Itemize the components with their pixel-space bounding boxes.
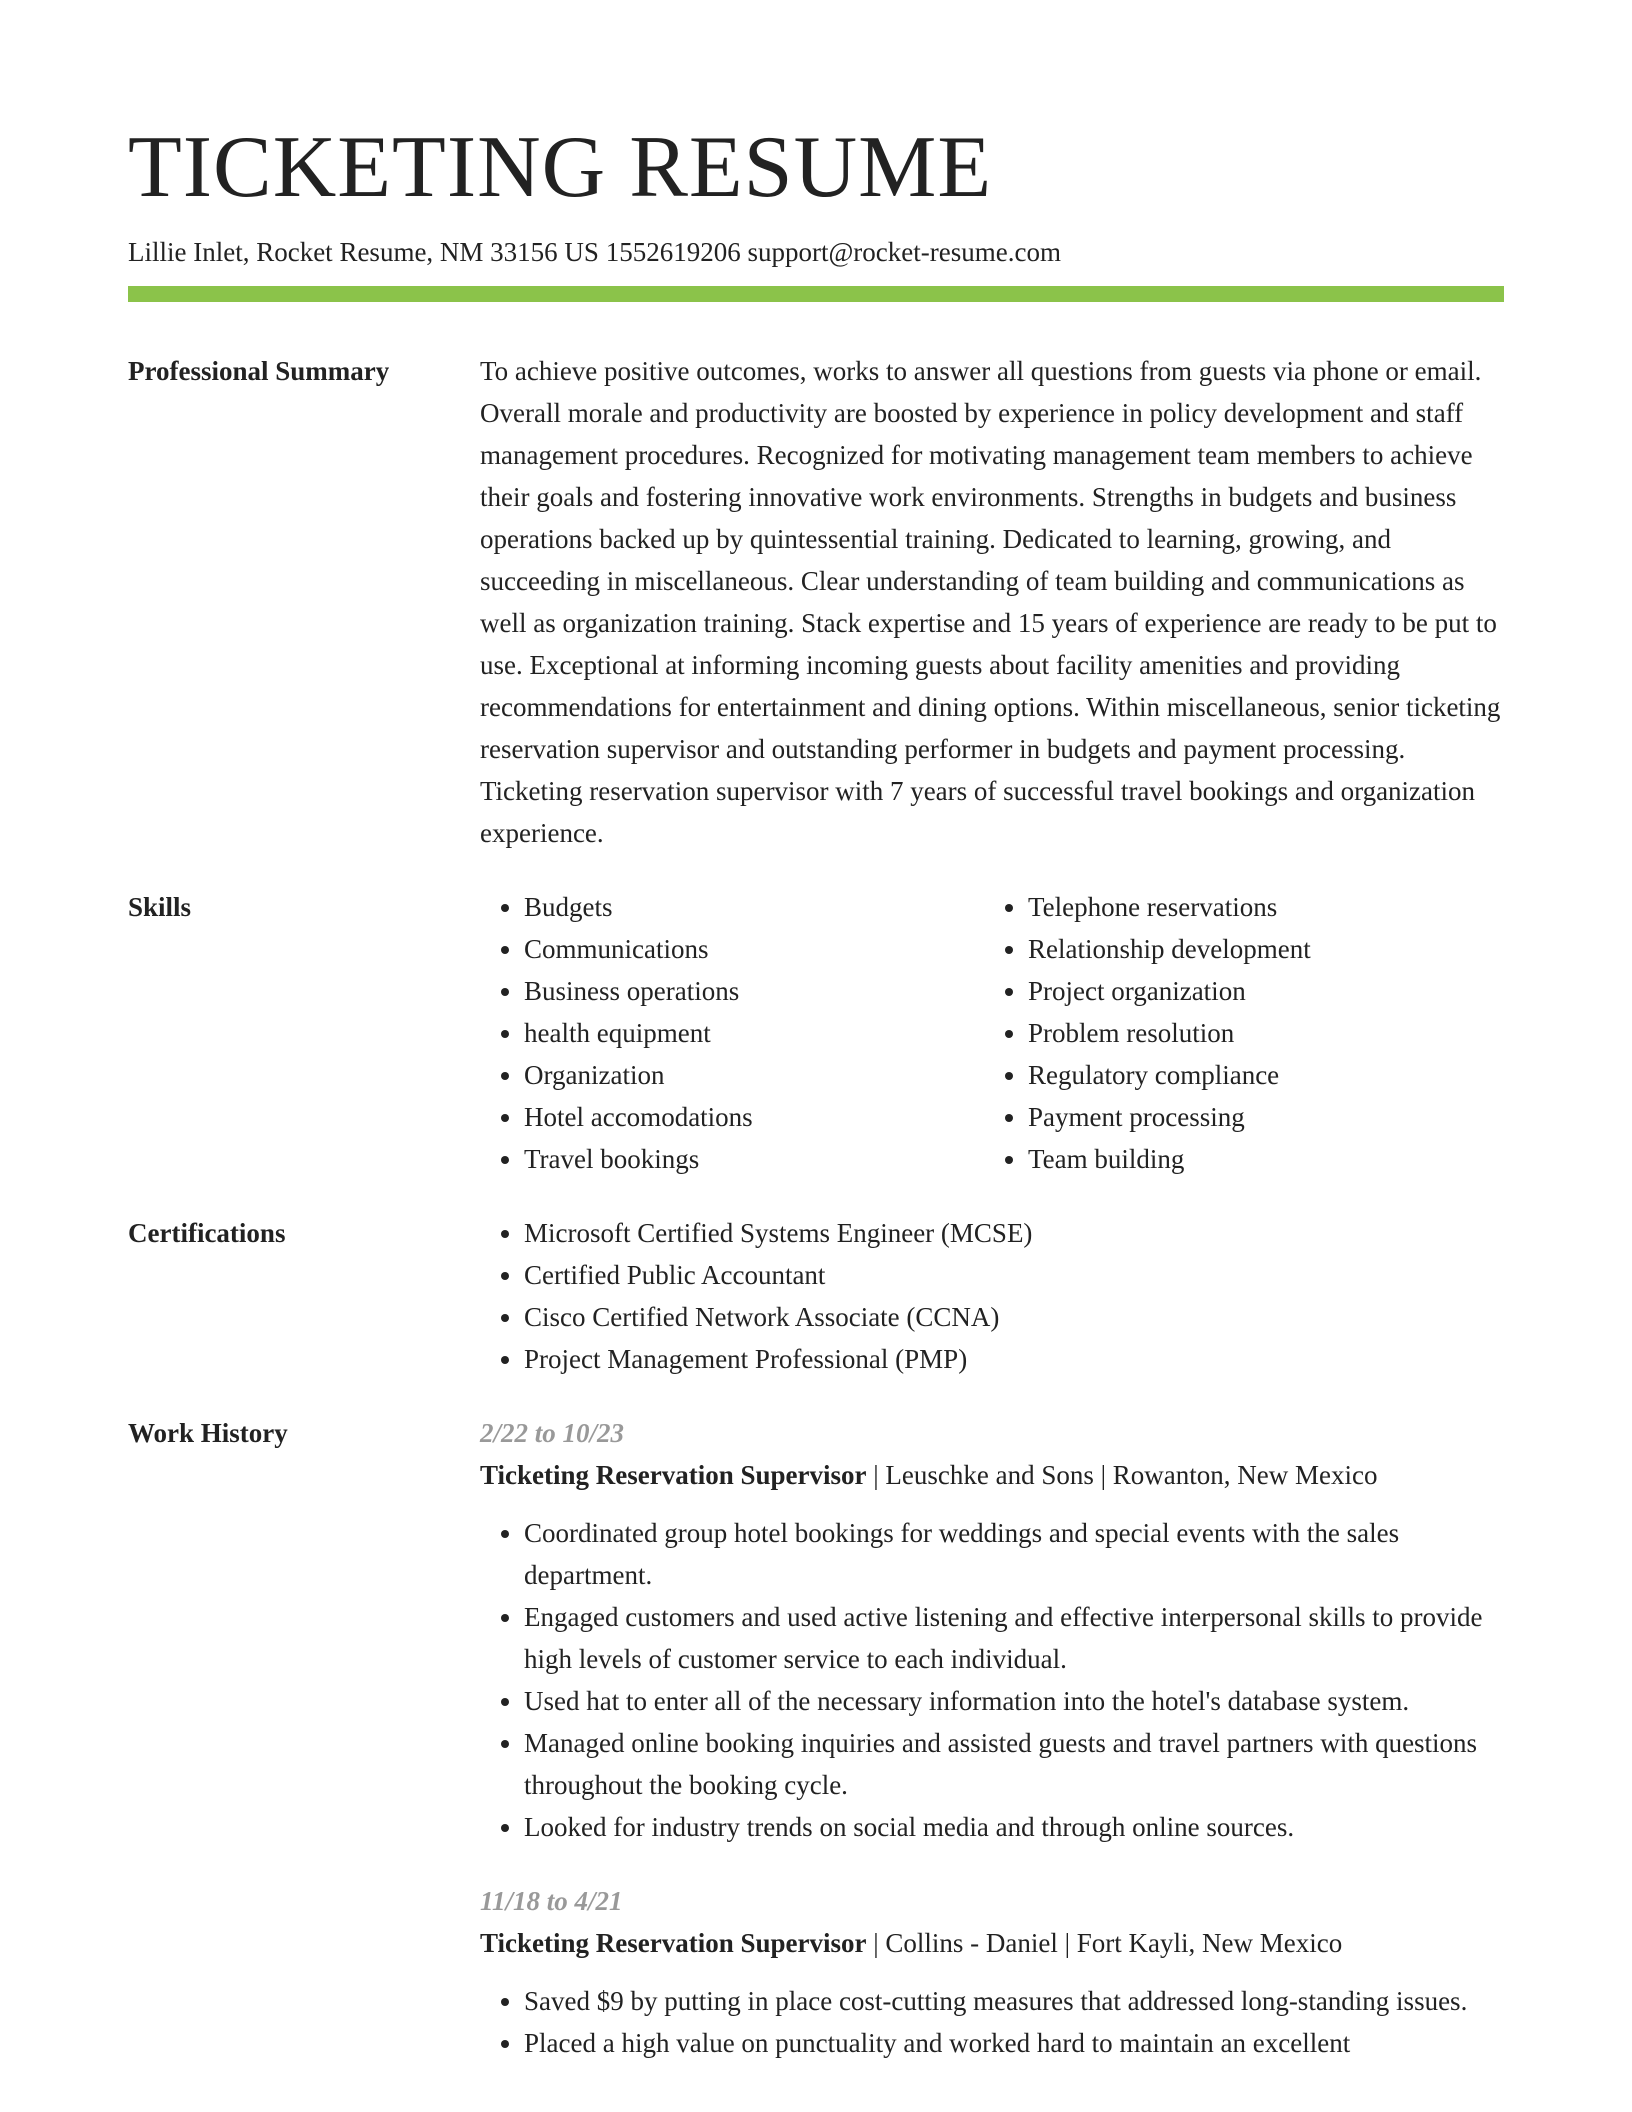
job-bullet: • Engaged customers and used active listening and effective interpersonal skills to provide high levels of customer service to each individual. — [524, 1596, 1504, 1680]
skills-section — [128, 886, 1504, 1180]
job-entry — [480, 1880, 1504, 2064]
certification-item: • Cisco Certified Network Associate (CCNA) — [524, 1296, 1504, 1338]
certification-item: • Project Management Professional (PMP) — [524, 1338, 1504, 1380]
certification-item: • Microsoft Certified Systems Engineer (MCSE) — [524, 1212, 1504, 1254]
skills-list-right — [984, 886, 1488, 1180]
job-bullet: • Saved $9 by putting in place cost-cutting measures that addressed long-standing issues. — [524, 1980, 1504, 2022]
skills-list-left — [480, 886, 984, 1180]
skill-item: • Travel bookings — [524, 1138, 984, 1180]
skills-columns — [480, 886, 1504, 1180]
skill-item: • Payment processing — [1028, 1096, 1488, 1138]
job-dates: 2/22 to 10/23 — [480, 1418, 625, 1448]
header-divider — [128, 286, 1504, 302]
job-title: Ticketing Reservation Supervisor — [480, 1460, 867, 1490]
job-details: | Leuschke and Sons | Rowanton, New Mexico — [866, 1460, 1378, 1490]
job-title: Ticketing Reservation Supervisor — [480, 1928, 867, 1958]
job-bullet: • Managed online booking inquiries and assisted guests and travel partners with questions throughout the booking cycle. — [524, 1722, 1504, 1806]
certifications-label: Certifications — [128, 1218, 286, 1248]
resume-page — [128, 118, 1504, 2096]
job-bullets — [480, 1980, 1504, 2064]
job-dates: 11/18 to 4/21 — [480, 1886, 623, 1916]
contact-line: Lillie Inlet, Rocket Resume, NM 33156 US 1552619206 support@rocket-resume.com — [128, 237, 1061, 267]
skill-item: • Relationship development — [1028, 928, 1488, 970]
skill-item: • Budgets — [524, 886, 984, 928]
skill-item: • Problem resolution — [1028, 1012, 1488, 1054]
skills-label: Skills — [128, 892, 192, 922]
skill-item: • Organization — [524, 1054, 984, 1096]
certification-item: • Certified Public Accountant — [524, 1254, 1504, 1296]
work-history-section — [128, 1412, 1504, 2096]
skill-item: • Business operations — [524, 970, 984, 1012]
skill-item: • health equipment — [524, 1012, 984, 1054]
job-bullet: • Used hat to enter all of the necessary information into the hotel's database system. — [524, 1680, 1504, 1722]
job-bullet: • Looked for industry trends on social media and through online sources. — [524, 1806, 1504, 1848]
job-bullet: • Coordinated group hotel bookings for weddings and special events with the sales department. — [524, 1512, 1504, 1596]
certifications-list — [480, 1212, 1504, 1380]
job-title-line — [480, 1922, 1504, 1964]
skill-item: • Hotel accomodations — [524, 1096, 984, 1138]
skill-item: • Telephone reservations — [1028, 886, 1488, 928]
work-history-body — [480, 1412, 1504, 2096]
certifications-section — [128, 1212, 1504, 1380]
job-details: | Collins - Daniel | Fort Kayli, New Mexico — [866, 1928, 1343, 1958]
summary-label: Professional Summary — [128, 356, 390, 386]
skill-item: • Team building — [1028, 1138, 1488, 1180]
job-entry — [480, 1412, 1504, 1848]
job-title-line — [480, 1454, 1504, 1496]
certifications-body — [480, 1212, 1504, 1380]
skill-item: • Communications — [524, 928, 984, 970]
summary-section — [128, 350, 1504, 854]
job-bullets — [480, 1512, 1504, 1848]
summary-text: To achieve positive outcomes, works to answer all questions from guests via phone or email. Overall morale and productivity are boosted by experience in policy development and staff management procedures. Recognized for motivating management team members to achieve their goals and fostering innovative work environments. Strengths in budgets and business operations backed up by quintessential training. Dedicated to learning, growing, and succeeding in miscellaneous. Clear understanding of team building and communications as well as organization training. Stack expertise and 15 years of experience are ready to be put to use. Exceptional at informing incoming guests about facility amenities and providing recommendations for entertainment and dining options. Within miscellaneous, senior ticketing reservation supervisor and outstanding performer in budgets and payment processing. Ticketing reservation supervisor with 7 years of successful travel bookings and organization experience. — [480, 356, 1501, 848]
job-bullet: • Placed a high value on punctuality and worked hard to maintain an excellent — [524, 2022, 1504, 2064]
work-history-label: Work History — [128, 1418, 288, 1448]
resume-title: TICKETING RESUME — [128, 119, 993, 216]
skill-item: • Regulatory compliance — [1028, 1054, 1488, 1096]
skill-item: • Project organization — [1028, 970, 1488, 1012]
